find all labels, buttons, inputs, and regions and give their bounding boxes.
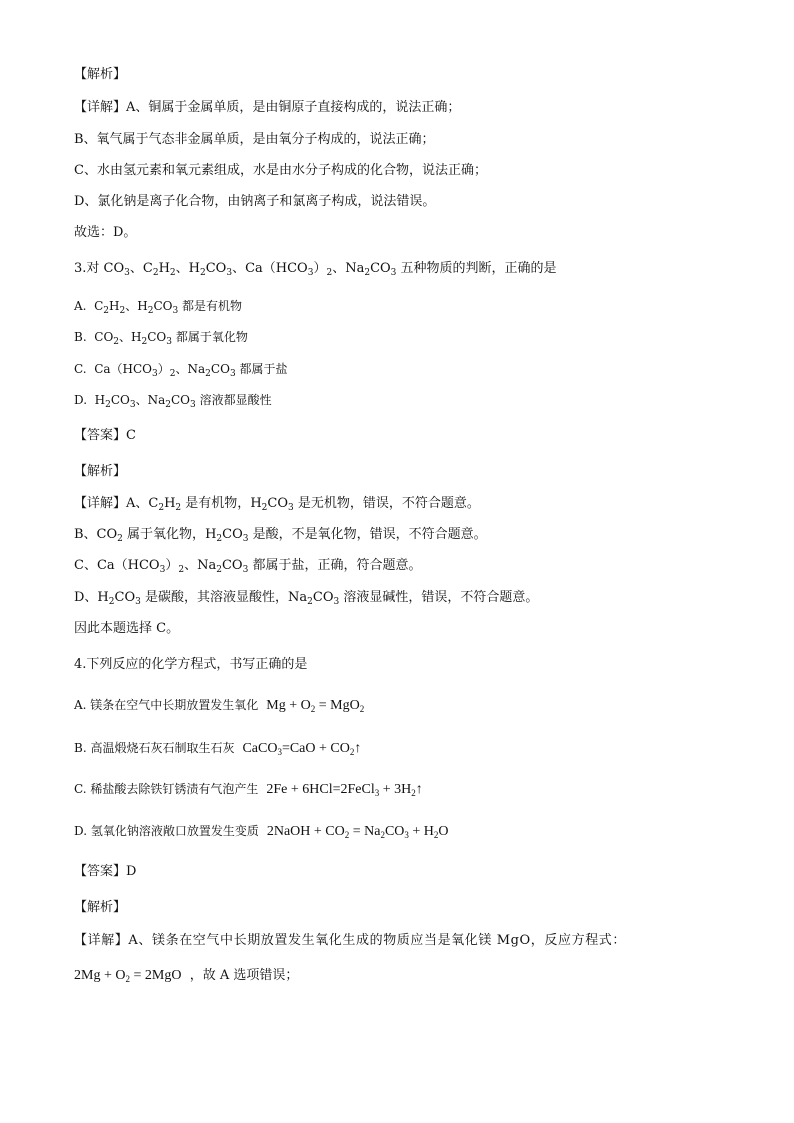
detail-line: C、$Ca(HCO_3)_2$、$Na_2CO_3$ 都属于盐，正确，符合题意。 <box>74 558 422 575</box>
option-a: A. 镁条在空气中长期放置发生氧化 $Mg + O_2 = MgO_2$ <box>74 698 365 714</box>
option-b: B. 高温煅烧石灰石制取生石灰 CaCO$_3$=CaO + $CO_2↑$ <box>74 741 362 757</box>
answer-line: 【答案】D <box>74 864 137 879</box>
detail-line: 【详解】A、镁条在空气中长期放置发生氧化生成的物质应当是氧化镁 MgO，反应方程式： <box>74 933 627 948</box>
analysis-label: 【解析】 <box>74 900 127 915</box>
analysis-label: 【解析】 <box>74 67 127 82</box>
question-stem: 3.对 $CO_3$、$C_2H_2$、$H_2CO_3$、$Ca(HCO_3)_2$、$Na_2CO_3$ 五种物质的判断，正确的是 <box>74 261 557 278</box>
detail-line: D、氯化钠是离子化合物，由钠离子和氯离子构成，说法错误。 <box>74 194 436 209</box>
question-stem: 4.下列反应的化学方程式，书写正确的是 <box>74 657 308 672</box>
conclusion-line: 故选：D。 <box>74 225 137 240</box>
option-d: D. 氢氧化钠溶液敞口放置发生变质 2NaOH + $CO_2 = Na_2CO_3 + H_2O$ <box>74 824 449 840</box>
detail-line: B、$CO_2$ 属于氧化物，$H_2CO_3$ 是酸，不是氧化物，错误，不符合题意。 <box>74 527 487 544</box>
analysis-label: 【解析】 <box>74 464 127 479</box>
equation: 2Fe + 6HCl=2FeCl$_3$ + $3H_2↑$ <box>266 782 423 798</box>
detail-line: 【详解】A、铜属于金属单质，是由铜原子直接构成的，说法正确； <box>74 100 461 115</box>
option-c: C. 稀盐酸去除铁钉锈渍有气泡产生 2Fe + 6HCl=2FeCl$_3$ + $3H_2↑$ <box>74 782 423 798</box>
detail-line: D、$H_2CO_3$ 是碳酸，其溶液显酸性，$Na_2CO_3$ 溶液显碱性，错误，不符合题意。 <box>74 590 539 607</box>
conclusion-line: 因此本题选择 C。 <box>74 621 180 636</box>
equation: $Mg + O_2 = MgO_2$ <box>266 698 365 714</box>
option-b: B. $CO_2$、$H_2CO_3$ 都属于氧化物 <box>74 330 248 347</box>
detail-line: 【详解】A、$C_2H_2$ 是有机物，$H_2CO_3$ 是无机物，错误，不符合题意。 <box>74 496 480 513</box>
option-d: D. $H_2CO_3$、$Na_2CO_3$ 溶液都显酸性 <box>74 393 272 410</box>
option-a: A. $C_2H_2$、$H_2CO_3$ 都是有机物 <box>74 299 243 316</box>
detail-line: C、水由氢元素和氧元素组成，水是由水分子构成的化合物，说法正确； <box>74 163 487 178</box>
equation: 2NaOH + $CO_2 = Na_2CO_3 + H_2O$ <box>266 824 449 840</box>
option-c: C. $Ca(HCO_3)_2$、$Na_2CO_3$ 都属于盐 <box>74 362 288 379</box>
equation: $2Mg + O_2 = 2MgO$ <box>74 968 182 984</box>
equation: CaCO$_3$=CaO + $CO_2↑$ <box>242 741 362 757</box>
answer-line: 【答案】C <box>74 428 136 443</box>
detail-line: $2Mg + O_2 = 2MgO$ ，故 A 选项错误； <box>74 968 299 984</box>
detail-line: B、氧气属于气态非金属单质，是由氧分子构成的，说法正确； <box>74 132 435 147</box>
